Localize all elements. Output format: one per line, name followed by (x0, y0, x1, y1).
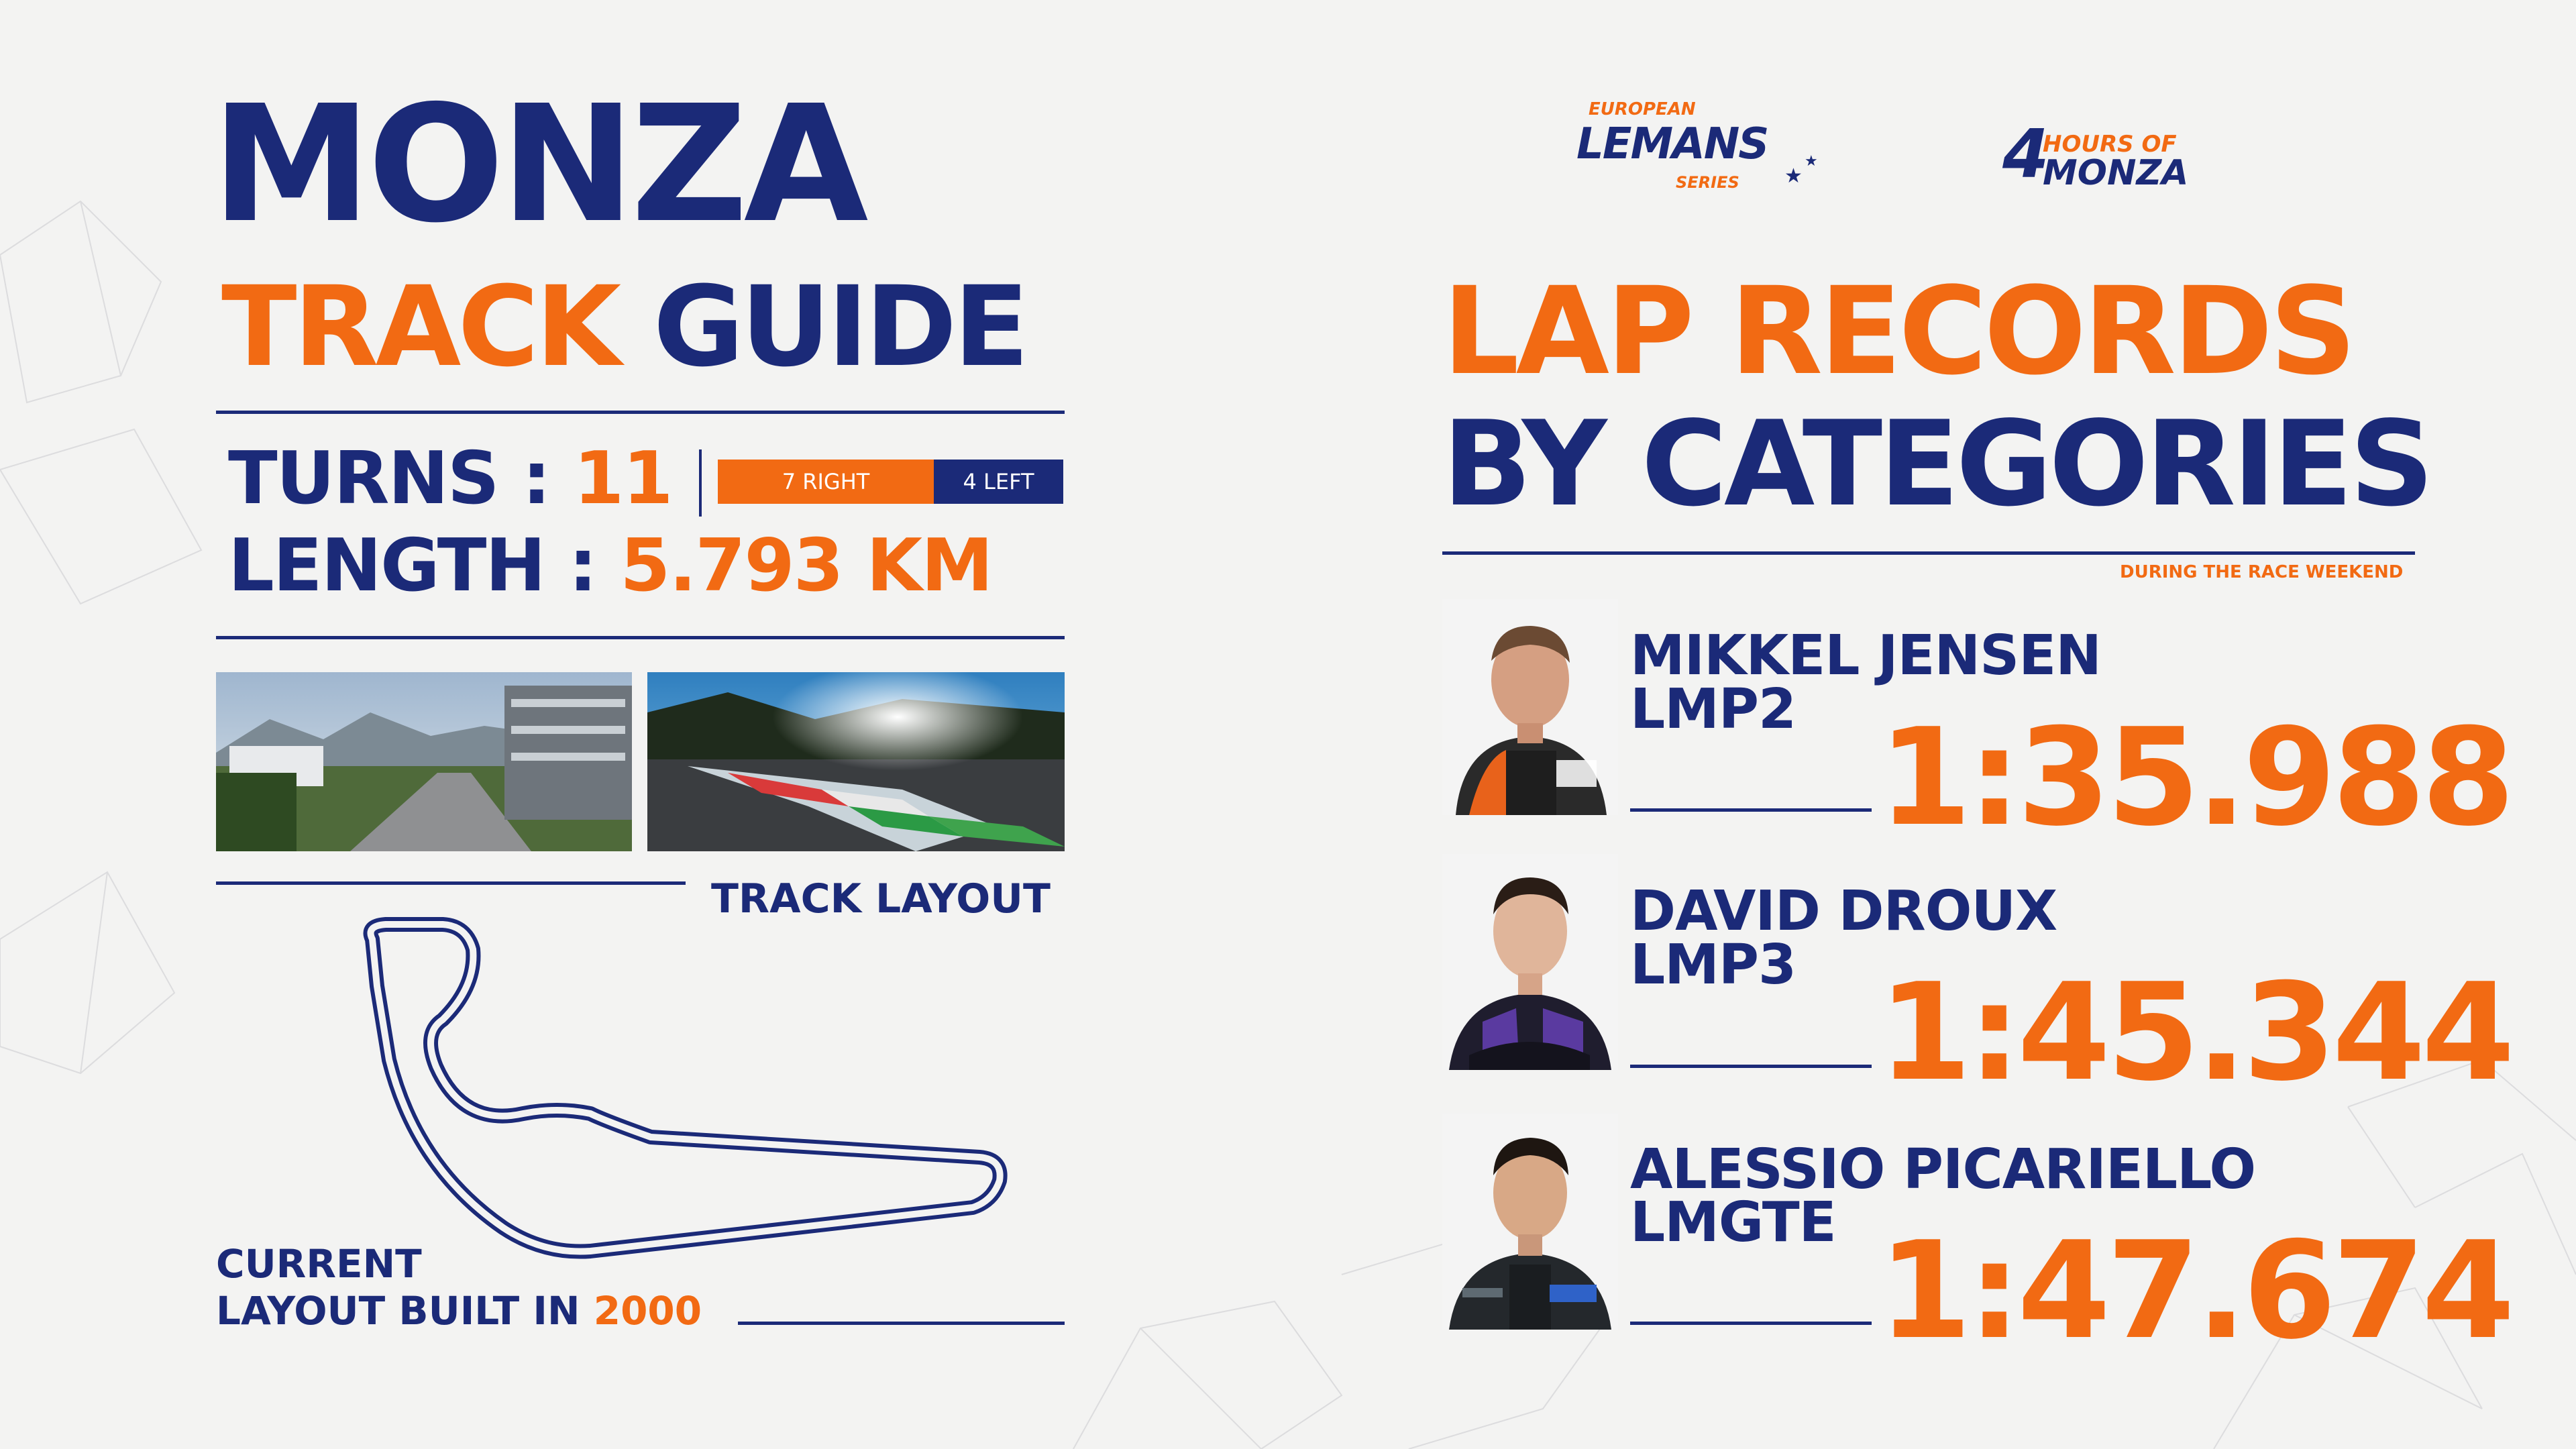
elms-logo-bottom: SERIES (1676, 173, 1739, 192)
turns-stat (228, 437, 672, 521)
driver-category: LMP3 (1630, 933, 1796, 997)
divider (216, 881, 686, 885)
event-logo-line2: MONZA (2043, 153, 2189, 193)
layout-built-line2 (216, 1288, 702, 1335)
left-turns: 4 LEFT (934, 460, 1063, 504)
divider (738, 1322, 1065, 1325)
length-label: LENGTH : (228, 524, 596, 608)
layout-built-text (216, 1241, 702, 1334)
section-heading-line2: BY CATEGORIES (1442, 396, 2431, 533)
star-icon: ★ (1784, 164, 1803, 188)
turn-direction-bar (718, 460, 1063, 504)
right-turns: 7 RIGHT (718, 460, 934, 504)
divider (216, 411, 1065, 414)
section-heading-line1: LAP RECORDS (1442, 262, 2353, 402)
turns-label: TURNS : (228, 437, 550, 521)
elms-logo-top: EUROPEAN (1589, 99, 1696, 119)
driver-photo (1442, 1114, 1618, 1330)
track-photo-curb (647, 672, 1065, 851)
driver-name: MIKKEL JENSEN (1630, 624, 2101, 688)
event-logo-number: 4 (2002, 115, 2049, 193)
section-note: DURING THE RACE WEEKEND (2120, 562, 2404, 582)
driver-category: LMP2 (1630, 678, 1796, 741)
track-layout-map (335, 912, 1046, 1288)
subtitle-track: TRACK (221, 262, 619, 391)
star-icon: ★ (1805, 153, 1818, 170)
driver-name: DAVID DROUX (1630, 879, 2057, 943)
turns-divider (699, 449, 702, 517)
track-photo-grandstand (216, 672, 632, 851)
length-value: 5.793 KM (620, 524, 992, 608)
layout-built-year: 2000 (593, 1287, 702, 1334)
driver-name: ALESSIO PICARIELLO (1630, 1138, 2256, 1201)
lap-time: 1:35.988 (1878, 700, 2511, 856)
turns-value: 11 (574, 437, 672, 521)
elms-logo-main: LEMANS (1576, 119, 1768, 169)
divider (1630, 1322, 1872, 1325)
layout-built-prefix: LAYOUT BUILT IN (216, 1287, 580, 1334)
divider (216, 636, 1065, 639)
driver-photo (1442, 599, 1618, 815)
driver-category: LMGTE (1630, 1191, 1836, 1254)
divider (1630, 1065, 1872, 1068)
page-subtitle (221, 262, 1026, 391)
page-title: MONZA (211, 70, 865, 258)
lap-time: 1:45.344 (1878, 955, 2511, 1111)
lap-time: 1:47.674 (1878, 1213, 2511, 1369)
driver-photo (1442, 854, 1618, 1070)
layout-built-line1: CURRENT (216, 1241, 422, 1287)
length-stat (228, 524, 992, 608)
divider (1442, 551, 2415, 555)
divider (1630, 808, 1872, 812)
subtitle-guide: GUIDE (653, 262, 1026, 391)
track-layout-label: TRACK LAYOUT (711, 875, 1051, 922)
event-logo-line1: HOURS OF (2043, 131, 2177, 158)
